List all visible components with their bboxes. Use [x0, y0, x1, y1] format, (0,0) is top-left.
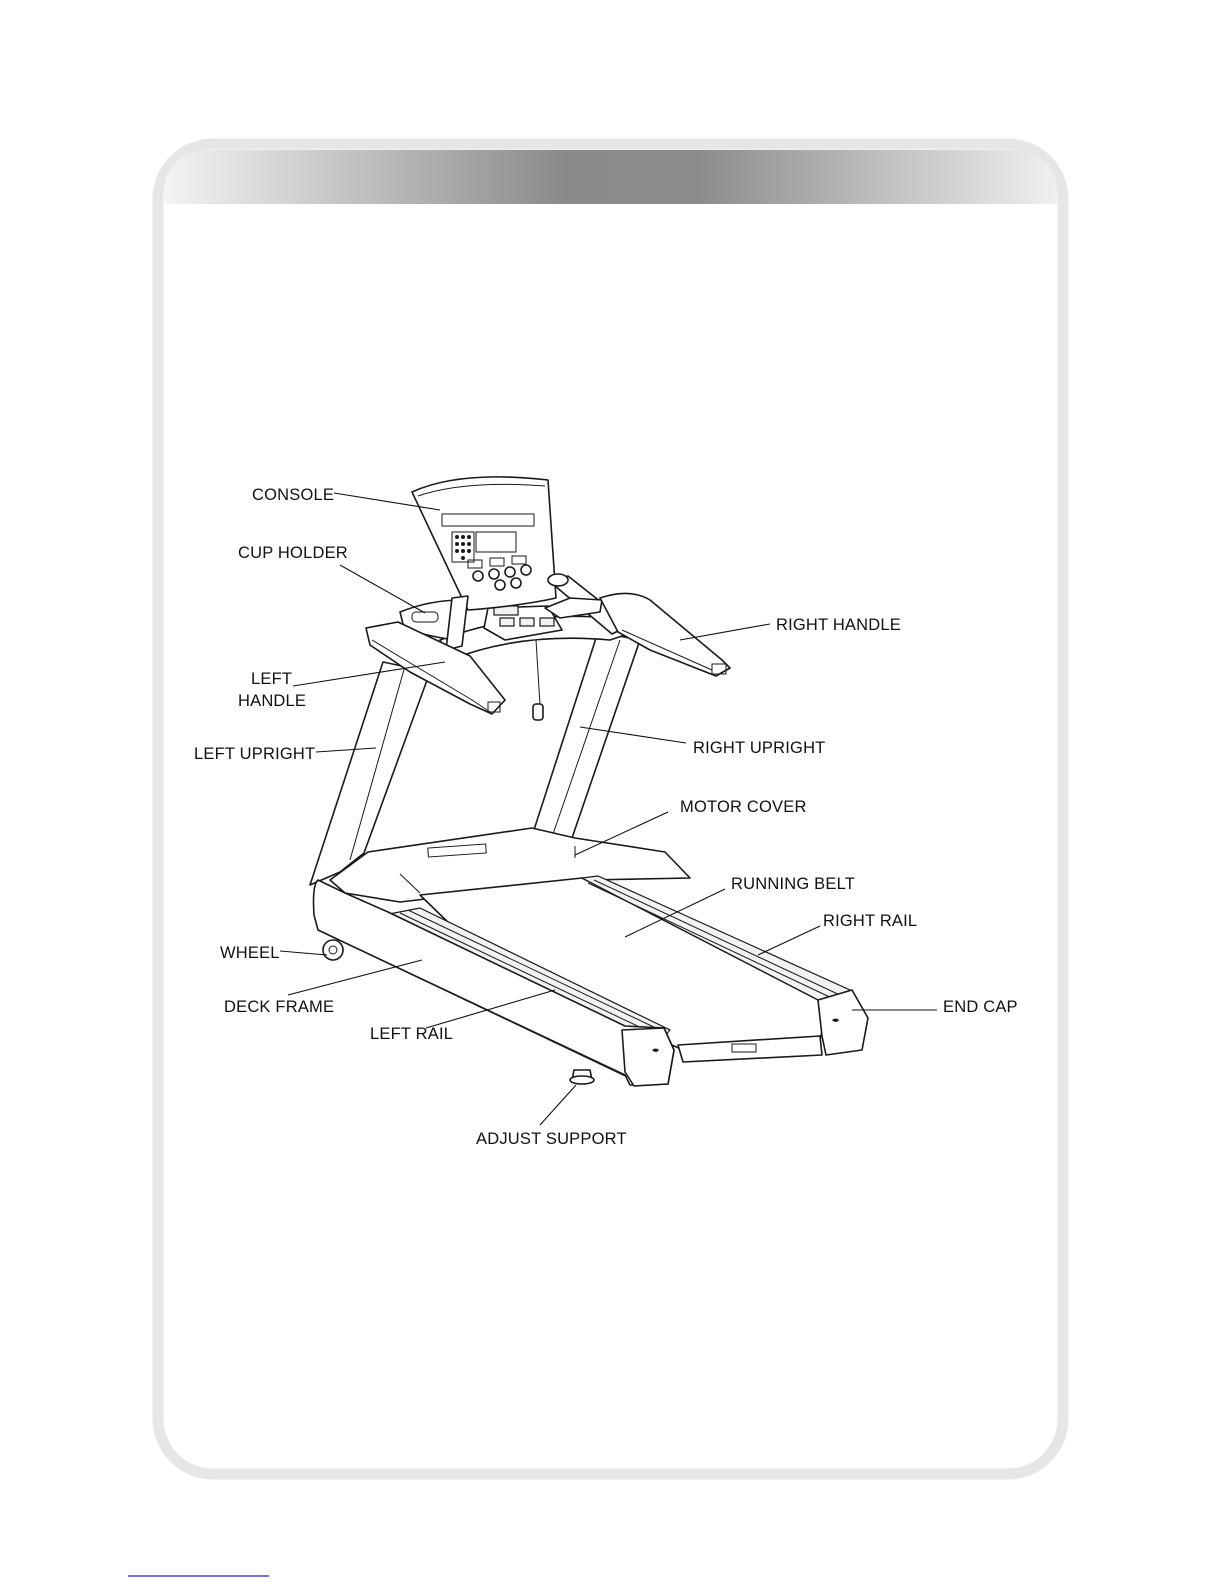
- cup-holder-label: CUP HOLDER: [238, 544, 348, 562]
- deck-frame-label: DECK FRAME: [224, 998, 335, 1016]
- right-handle-label: RIGHT HANDLE: [776, 616, 901, 634]
- right-rail-label: RIGHT RAIL: [823, 912, 918, 930]
- left-rail-label: LEFT RAIL: [370, 1025, 454, 1043]
- left-handle-label-line2: HANDLE: [238, 692, 307, 710]
- running-belt-label: RUNNING BELT: [731, 875, 856, 893]
- header-band: [163, 150, 1058, 204]
- adjust-support-label: ADJUST SUPPORT: [476, 1130, 627, 1148]
- page-frame: [158, 144, 1063, 1474]
- end-cap-label: END CAP: [943, 998, 1018, 1016]
- right-upright-label: RIGHT UPRIGHT: [693, 739, 826, 757]
- motor-cover-label: MOTOR COVER: [680, 798, 807, 816]
- console-label: CONSOLE: [252, 486, 335, 504]
- left-upright-label: LEFT UPRIGHT: [194, 745, 316, 763]
- wheel-label: WHEEL: [220, 944, 280, 962]
- left-handle-label-line1: LEFT: [251, 670, 293, 688]
